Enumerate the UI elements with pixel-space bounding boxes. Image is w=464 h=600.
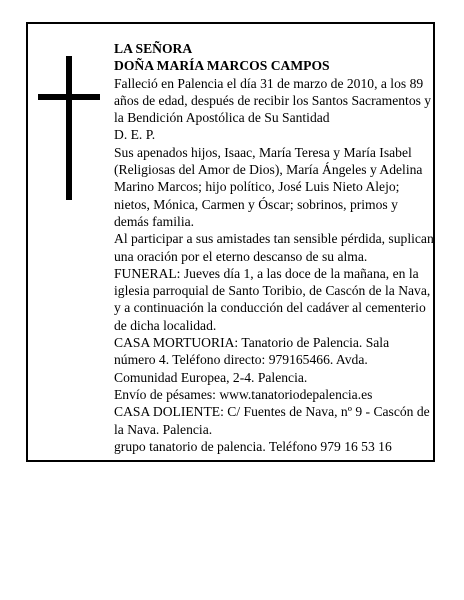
obituary-text xyxy=(114,40,434,455)
death-announcement: Falleció en Palencia el día 31 de marzo de 2010, a los 89 años de edad, después de recibir los Santos Sacramentos y la Bendición Apostólica de Su Santidad xyxy=(114,75,432,126)
funeral-group-contact: grupo tanatorio de palencia. Teléfono 979 16 53 16 xyxy=(114,438,392,454)
funeral-details: FUNERAL: Jueves día 1, a las doce de la mañana, en la iglesia parroquial de Santo Toribio, de Cascón de la Nava, y a continuación la conducción del cadáver al cementerio de dicha localidad. xyxy=(114,265,431,333)
prayer-request: Al participar a sus amistades tan sensible pérdida, suplican una oración por el eterno descanso de su alma. xyxy=(114,231,434,264)
family-list: Sus apenados hijos, Isaac, María Teresa y María Isabel (Religiosas del Amor de Dios), María Ángeles y Adelina Marino Marcos; hijo político, José Luis Nieto Alejo; nietos, Mónica, Carmen y Óscar; sobrinos, primos y demás familia. xyxy=(114,144,423,229)
cross-horizontal-bar xyxy=(38,94,100,100)
rip-line: D. E. P. xyxy=(114,127,156,143)
cross-icon xyxy=(38,56,100,200)
deceased-name: DOÑA MARÍA MARCOS CAMPOS xyxy=(114,58,330,74)
mourning-house-address: CASA DOLIENTE: C/ Fuentes de Nava, nº 9 - Cascón de la Nava. Palencia. xyxy=(114,404,430,437)
obituary-notice xyxy=(26,22,435,462)
cross-vertical-bar xyxy=(66,56,72,200)
notice-title: LA SEÑORA xyxy=(114,41,193,56)
mortuary-details: CASA MORTUORIA: Tanatorio de Palencia. Sala número 4. Teléfono directo: 979165466. Avda. Comunidad Europea, 2-4. Palencia. xyxy=(114,335,390,385)
condolences-website: Envío de pésames: www.tanatoriodepalencia.es xyxy=(114,386,373,402)
